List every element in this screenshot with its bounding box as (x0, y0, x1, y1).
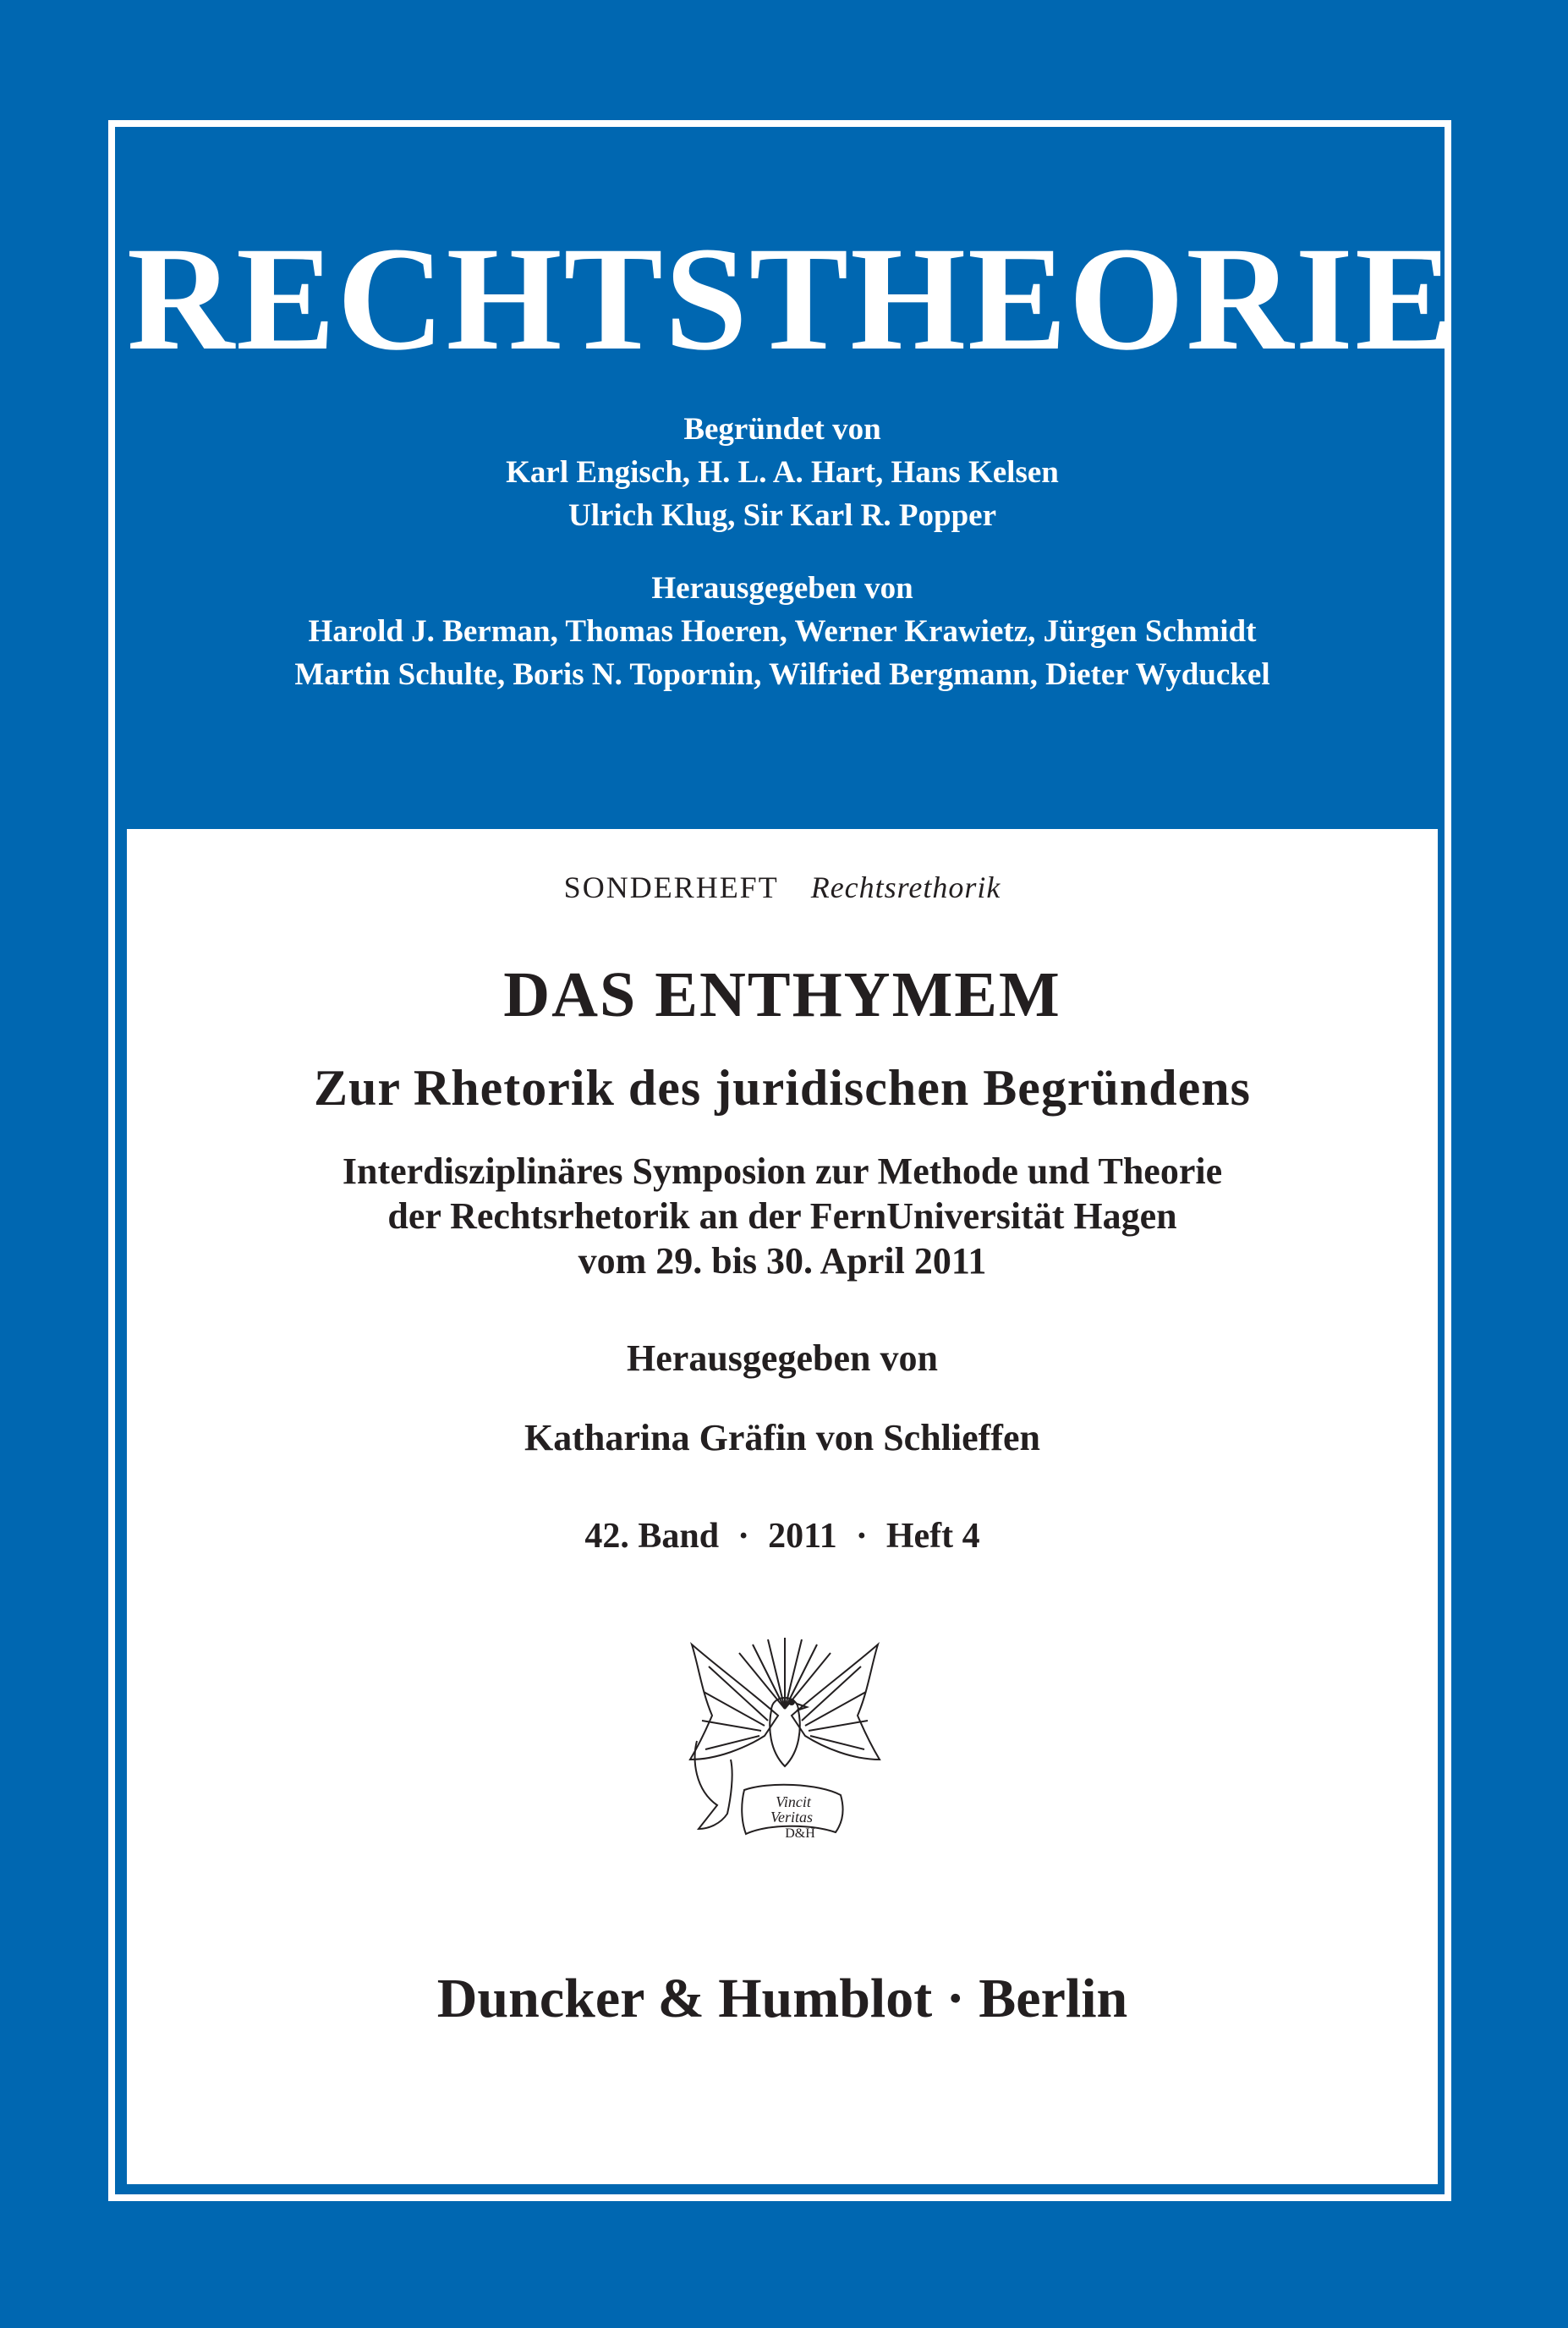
issue-description (127, 1149, 1438, 1283)
publisher-name: Duncker & Humblot · Berlin (436, 1968, 1128, 2029)
volume-number: 42. Band (584, 1517, 720, 1556)
emblem-motto-line: Veritas (770, 1809, 814, 1826)
special-issue-label: SONDERHEFT (563, 870, 779, 904)
founders-line: Ulrich Klug, Sir Karl R. Popper (567, 498, 996, 533)
series-editors-line: Martin Schulte, Boris N. Topornin, Wilfried Bergmann, Dieter Wyduckel (294, 657, 1270, 692)
issue-title: DAS ENTHYMEM (503, 959, 1061, 1030)
issue-panel (127, 829, 1438, 2184)
volume-line (127, 1516, 1438, 1557)
emblem-initials: D&H (785, 1826, 815, 1841)
issue-subtitle: Zur Rhetorik des juridischen Begründens (313, 1060, 1252, 1116)
special-issue-topic: Rechtsrethorik (810, 870, 1001, 904)
issue-number: Heft 4 (885, 1517, 980, 1556)
series-edited-by-label: Herausgegeben von (651, 571, 913, 606)
separator-dot: · (855, 1517, 868, 1556)
emblem-motto-line: Vincit (776, 1793, 811, 1810)
series-editors-block (127, 567, 1438, 696)
eagle-emblem-icon (683, 1633, 886, 1849)
separator-dot: · (737, 1517, 750, 1556)
founders-block (127, 408, 1438, 537)
special-issue-line (127, 870, 1438, 905)
description-line: Interdisziplinäres Symposion zur Methode und Theorie (342, 1150, 1223, 1192)
series-editors-line: Harold J. Berman, Thomas Hoeren, Werner Krawietz, Jürgen Schmidt (308, 614, 1257, 649)
issue-editor-name: Katharina Gräfin von Schlieffen (524, 1417, 1040, 1458)
founded-by-label: Begründet von (683, 412, 881, 447)
description-line: der Rechtsrhetorik an der FernUniversität Hagen (387, 1195, 1177, 1237)
volume-year: 2011 (768, 1517, 837, 1556)
founders-line: Karl Engisch, H. L. A. Hart, Hans Kelsen (506, 455, 1059, 490)
description-line: vom 29. bis 30. April 2011 (578, 1240, 987, 1282)
series-header (127, 139, 1456, 827)
issue-edited-by-label: Herausgegeben von (627, 1337, 938, 1379)
journal-title: RECHTSTHEORIE (127, 217, 1456, 382)
